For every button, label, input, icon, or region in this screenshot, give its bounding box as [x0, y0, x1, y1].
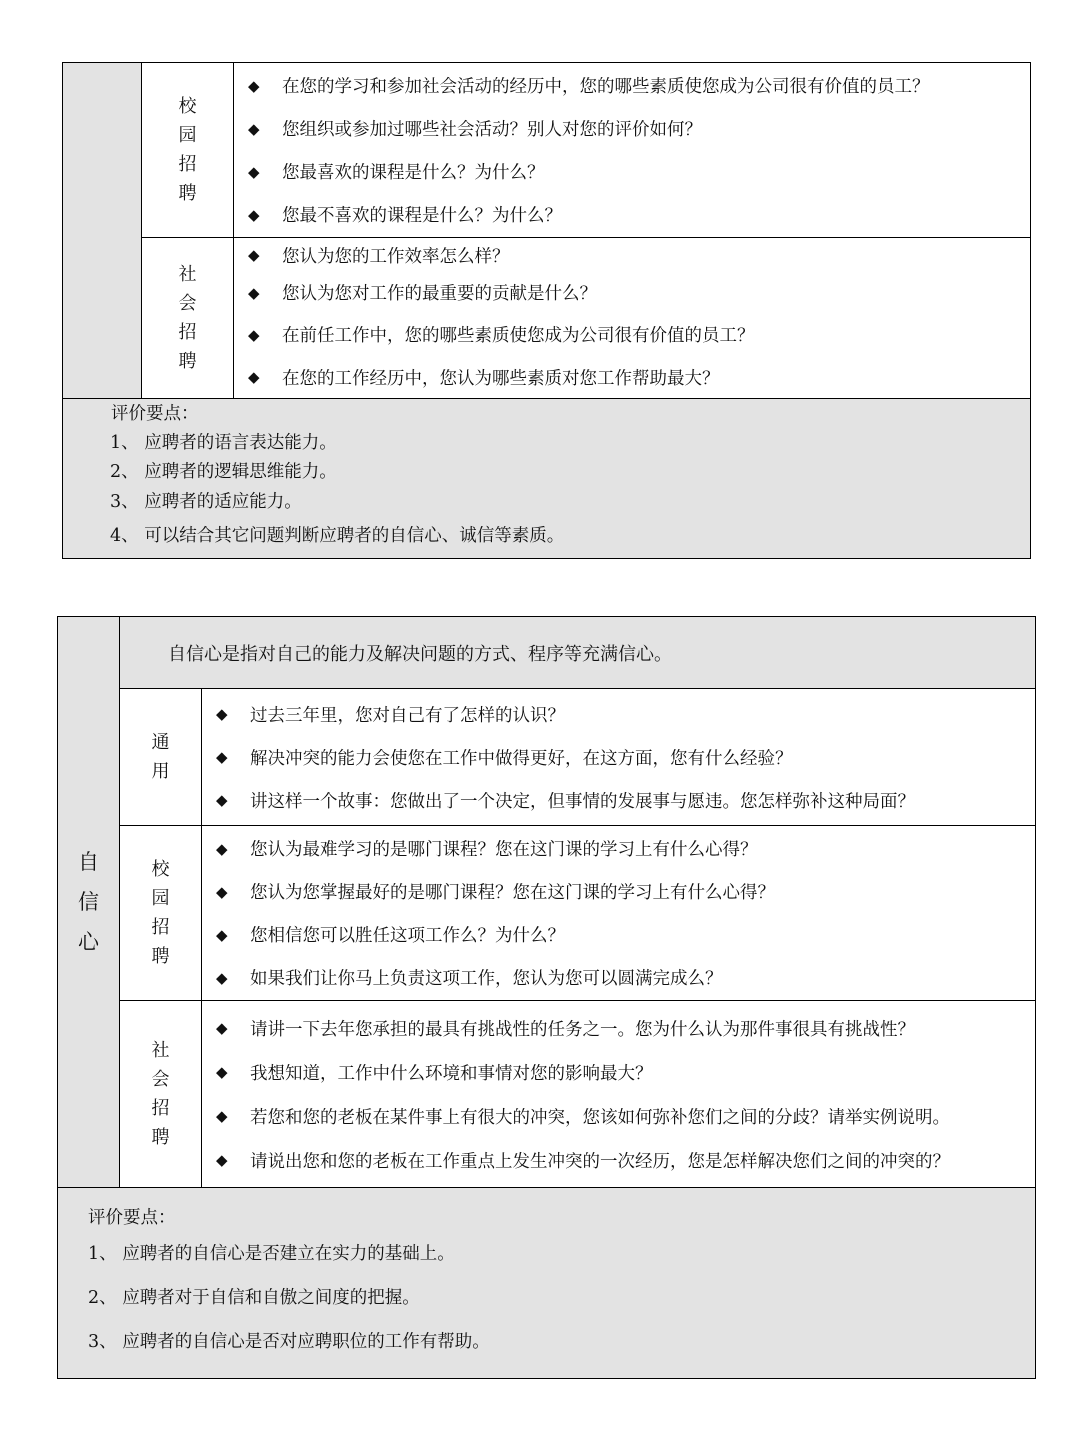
question-item: ◆ 过去三年里，您对自己有了怎样的认识？	[216, 705, 565, 726]
general-questions	[202, 689, 1036, 826]
confidence-table	[57, 616, 1036, 1379]
bullet-diamond-icon: ◆	[248, 368, 260, 386]
evaluation-heading: 评价要点：	[88, 1208, 176, 1228]
social-questions	[202, 1001, 1036, 1188]
bullet-diamond-icon: ◆	[248, 119, 260, 138]
question-item: ◆ 您认为您的工作效率怎么样？	[248, 246, 510, 267]
question-item: ◆ 在前任工作中，您的哪些素质使您成为公司很有价值的员工？	[248, 325, 755, 346]
campus-recruit-label: 校 园 招 聘	[120, 826, 202, 1001]
question-item: ◆ 您认为最难学习的是哪门课程？您在这门课的学习上有什么心得？	[216, 839, 758, 860]
question-item: ◆ 您最不喜欢的课程是什么？为什么？	[248, 205, 562, 226]
confidence-title: 自 信 心	[58, 617, 120, 1188]
question-item: ◆ 在您的学习和参加社会活动的经历中，您的哪些素质使您成为公司很有价值的员工？	[248, 76, 930, 97]
question-item: ◆ 解决冲突的能力会使您在工作中做得更好，在这方面，您有什么经验？	[216, 748, 793, 769]
evaluation-item: 1、 应聘者的语言表达能力。	[110, 433, 337, 453]
social-recruit-label: 社 会 招 聘	[142, 238, 234, 399]
category-cell-empty	[63, 63, 142, 399]
question-item: ◆ 若您和您的老板在某件事上有很大的冲突，您该如何弥补您们之间的分歧？请举实例说明。	[216, 1107, 950, 1128]
bullet-diamond-icon: ◆	[248, 246, 260, 264]
bullet-diamond-icon: ◆	[216, 925, 228, 944]
campus-recruit-label: 校 园 招 聘	[142, 63, 234, 238]
bullet-diamond-icon: ◆	[248, 283, 260, 302]
question-item: ◆ 请说出您和您的老板在工作重点上发生冲突的一次经历，您是怎样解决您们之间的冲突的？	[216, 1151, 950, 1172]
social-recruit-label: 社 会 招 聘	[120, 1001, 202, 1188]
question-item: ◆ 如果我们让你马上负责这项工作，您认为您可以圆满完成么？	[216, 968, 723, 989]
campus-questions	[202, 826, 1036, 1001]
campus-questions	[234, 63, 1031, 238]
bullet-diamond-icon: ◆	[216, 839, 228, 858]
question-item: ◆ 您认为您掌握最好的是哪门课程？您在这门课的学习上有什么心得？	[216, 882, 775, 903]
bullet-diamond-icon: ◆	[216, 1107, 228, 1125]
bullet-diamond-icon: ◆	[248, 76, 260, 95]
evaluation-item: 2、 应聘者对于自信和自傲之间度的把握。	[88, 1288, 420, 1308]
bullet-diamond-icon: ◆	[216, 1151, 228, 1169]
question-item: ◆ 讲这样一个故事：您做出了一个决定，但事情的发展事与愿违。您怎样弥补这种局面？	[216, 791, 915, 812]
bullet-diamond-icon: ◆	[216, 791, 228, 809]
bullet-diamond-icon: ◆	[248, 205, 260, 224]
evaluation-item: 2、 应聘者的逻辑思维能力。	[110, 462, 337, 482]
interview-table-continued	[62, 62, 1031, 559]
confidence-definition: 自信心是指对自己的能力及解决问题的方式、程序等充满信心。	[120, 617, 1036, 689]
question-item: ◆ 您最喜欢的课程是什么？为什么？	[248, 162, 545, 183]
question-item: ◆ 我想知道，工作中什么环境和事情对您的影响最大？	[216, 1063, 653, 1084]
bullet-diamond-icon: ◆	[216, 748, 228, 766]
question-item: ◆ 在您的工作经历中，您认为哪些素质对您工作帮助最大？	[248, 368, 720, 389]
bullet-diamond-icon: ◆	[216, 1019, 228, 1037]
social-questions	[234, 238, 1031, 399]
bullet-diamond-icon: ◆	[216, 882, 228, 901]
general-label: 通 用	[120, 689, 202, 826]
question-item: ◆ 您组织或参加过哪些社会活动？别人对您的评价如何？	[248, 119, 702, 140]
evaluation-points	[58, 1188, 1036, 1379]
bullet-diamond-icon: ◆	[248, 325, 260, 344]
question-item: ◆ 您认为您对工作的最重要的贡献是什么？	[248, 283, 597, 304]
evaluation-item: 4、 可以结合其它问题判断应聘者的自信心、诚信等素质。	[110, 526, 565, 546]
evaluation-item: 3、 应聘者的适应能力。	[110, 492, 302, 512]
question-item: ◆ 请讲一下去年您承担的最具有挑战性的任务之一。您为什么认为那件事很具有挑战性？	[216, 1019, 915, 1040]
evaluation-item: 3、 应聘者的自信心是否对应聘职位的工作有帮助。	[88, 1332, 490, 1352]
bullet-diamond-icon: ◆	[248, 162, 260, 181]
evaluation-points	[63, 399, 1031, 559]
bullet-diamond-icon: ◆	[216, 705, 228, 723]
evaluation-heading: 评价要点：	[111, 404, 199, 424]
question-item: ◆ 您相信您可以胜任这项工作么？为什么？	[216, 925, 565, 946]
bullet-diamond-icon: ◆	[216, 1063, 228, 1081]
evaluation-item: 1、 应聘者的自信心是否建立在实力的基础上。	[88, 1244, 455, 1264]
bullet-diamond-icon: ◆	[216, 968, 228, 987]
